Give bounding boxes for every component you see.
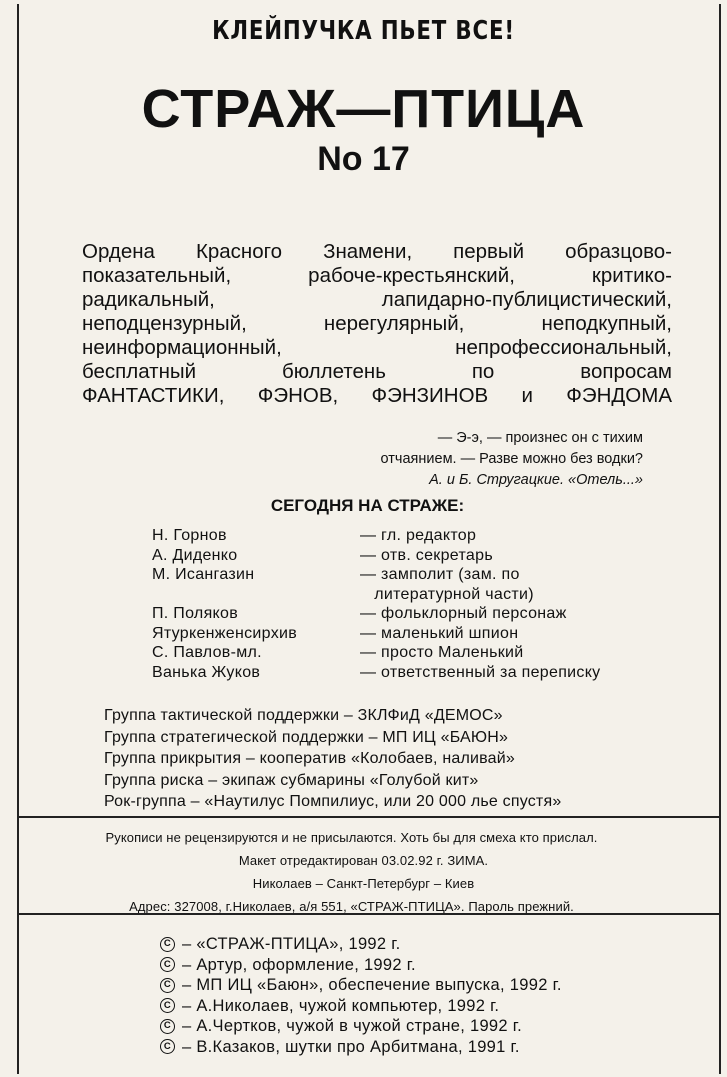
staff-name: М. Исангазин — [152, 566, 255, 583]
staff-role: — гл. редактор — [360, 527, 477, 544]
staff-name: С. Павлов-мл. — [152, 644, 262, 661]
copyright-row — [160, 955, 680, 976]
slogan: КЛЕЙПУЧКА ПЬЕТ ВСЕ! — [212, 16, 515, 46]
note-line: Рукописи не рецензируются и не присылаются. Хоть бы для смеха кто прислал. — [105, 830, 598, 845]
epigraph-source: А. и Б. Стругацкие. «Отель...» — [429, 472, 643, 488]
staff-role: — фольклорный персонаж — [360, 605, 567, 622]
staff-row — [152, 643, 672, 663]
staff-row — [152, 585, 672, 605]
divider — [17, 816, 721, 818]
staff-role: — отв. секретарь — [360, 546, 493, 564]
epigraph-line: отчаянием. — Разве можно без водки? — [380, 451, 643, 467]
copyright-list — [160, 934, 680, 1057]
support-groups — [104, 705, 704, 813]
divider — [17, 913, 721, 915]
copyright-text: – «СТРАЖ-ПТИЦА», 1992 г. — [182, 935, 401, 953]
issue-number: No 17 — [317, 140, 410, 178]
copyright-icon: C — [160, 1039, 175, 1054]
address-line: Адрес: 327008, г.Николаев, а/я 551, «СТРАЖ-ПТИЦА». Пароль прежний. — [129, 899, 574, 914]
staff-name: Н. Горнов — [152, 527, 227, 544]
epigraph-line: — Э-э, — произнес он с тихим — [437, 430, 643, 446]
group-line: Группа прикрытия – кооператив «Колобаев, наливай» — [104, 750, 515, 767]
staff-name: Ятуркенженсирхив — [152, 624, 298, 642]
staff-row — [152, 624, 672, 644]
epigraph — [353, 428, 643, 491]
description-line: показательный, рабоче-крестьянский, критико- — [82, 264, 672, 287]
staff-title: СЕГОДНЯ НА СТРАЖЕ: — [270, 496, 465, 515]
staff-row — [152, 526, 672, 546]
staff-row — [152, 604, 672, 624]
staff-role: — маленький шпион — [360, 624, 519, 642]
staff-name: А. Диденко — [152, 546, 238, 564]
staff-name: П. Поляков — [152, 605, 239, 622]
staff-row — [152, 546, 672, 566]
copyright-icon: C — [160, 957, 175, 972]
description-line: бесплатный бюллетень по вопросам — [82, 360, 672, 383]
staff-name — [152, 585, 360, 605]
description-line: радикальный, лапидарно-публицистический, — [82, 288, 672, 311]
description-line: Ордена Красного Знамени, первый образцово- — [82, 240, 672, 263]
staff-role: — ответственный за переписку — [360, 663, 601, 681]
note-line: Макет отредактирован 03.02.92 г. ЗИМА. — [238, 853, 489, 868]
copyright-text: – МП ИЦ «Баюн», обеспечение выпуска, 1992 г. — [182, 976, 562, 994]
copyright-text: – Артур, оформление, 1992 г. — [182, 955, 416, 974]
staff-row — [152, 565, 672, 585]
copyright-icon: C — [160, 1019, 175, 1034]
staff-role: — просто Маленький — [360, 644, 524, 661]
staff-row — [152, 663, 672, 683]
copyright-row — [160, 975, 680, 996]
imprint-notes — [0, 826, 727, 918]
copyright-text: – А.Чертков, чужой в чужой стране, 1992 г. — [182, 1017, 522, 1035]
copyright-text: – А.Николаев, чужой компьютер, 1992 г. — [182, 996, 500, 1015]
copyright-icon: C — [160, 937, 175, 952]
copyright-icon: C — [160, 998, 175, 1013]
copyright-row — [160, 1016, 680, 1037]
staff-list — [152, 526, 672, 682]
copyright-row — [160, 996, 680, 1017]
description-line: ФАНТАСТИКИ, ФЭНОВ, ФЭНЗИНОВ и ФЭНДОМА — [82, 384, 672, 407]
group-line: Группа тактической поддержки – ЗКЛФиД «ДЕМОС» — [104, 707, 503, 724]
staff-role: — замполит (зам. по — [360, 566, 520, 583]
page-title: СТРАЖ—ПТИЦА — [141, 79, 586, 139]
staff-role: литературной части) — [360, 585, 534, 603]
copyright-icon: C — [160, 978, 175, 993]
description-line: неинформационный, непрофессиональный, — [82, 336, 672, 359]
copyright-row — [160, 934, 680, 955]
description — [82, 240, 672, 408]
staff-name: Ванька Жуков — [152, 663, 261, 681]
note-line: Николаев – Санкт-Петербург – Киев — [252, 876, 475, 891]
group-line: Рок-группа – «Наутилус Помпилиус, или 20 000 лье спустя» — [104, 793, 562, 810]
group-line: Группа риска – экипаж субмарины «Голубой кит» — [104, 771, 479, 789]
copyright-row — [160, 1037, 680, 1058]
group-line: Группа стратегической поддержки – МП ИЦ «БАЮН» — [104, 728, 509, 746]
copyright-text: – В.Казаков, шутки про Арбитмана, 1991 г. — [182, 1037, 520, 1056]
description-line: неподцензурный, нерегулярный, неподкупный, — [82, 312, 672, 335]
